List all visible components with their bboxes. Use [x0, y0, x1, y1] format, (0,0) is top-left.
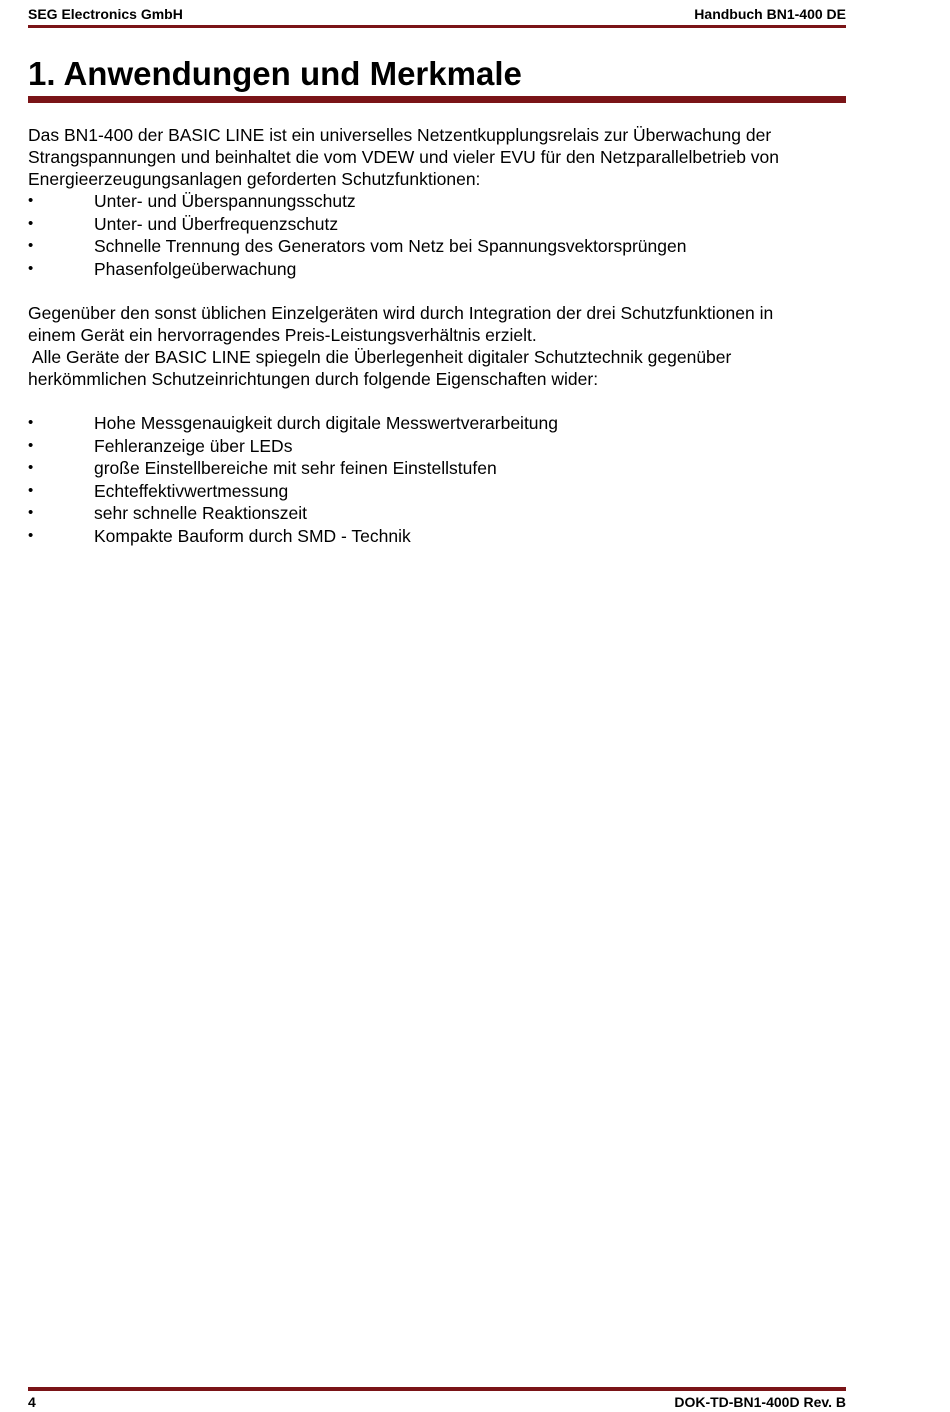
comparison-line-3: Alle Geräte der BASIC LINE spiegeln die Überlegenheit digitaler Schutztechnik gegenüber	[28, 347, 732, 367]
bullet-icon: •	[28, 481, 34, 499]
document-id: DOK-TD-BN1-400D Rev. B	[674, 1394, 846, 1410]
bullet-icon: •	[28, 214, 34, 232]
chapter-title: 1. Anwendungen und Merkmale	[28, 55, 522, 92]
bullet-icon: •	[28, 504, 34, 521]
bullet-icon: •	[28, 414, 34, 431]
page-footer	[28, 1393, 846, 1411]
features-list	[28, 412, 846, 547]
list-item: • Fehleranzeige über LEDs	[28, 435, 293, 456]
intro-line-1: Das BN1-400 der BASIC LINE ist ein universelles Netzentkupplungsrelais zur Überwachung der	[28, 125, 772, 145]
paragraph-gap	[28, 390, 846, 412]
header-rule	[28, 25, 846, 28]
comparison-line-1: Gegenüber den sonst üblichen Einzelgeräten wird durch Integration der drei Schutzfunktionen in	[28, 303, 774, 323]
bullet-icon: •	[28, 259, 34, 277]
list-item: • Echteffektivwertmessung	[28, 480, 289, 501]
header-manual-title: Handbuch BN1-400 DE	[694, 6, 846, 22]
list-item: • große Einstellbereiche mit sehr feinen Einstellstufen	[28, 458, 497, 478]
comparison-line-4: herkömmlichen Schutzeinrichtungen durch folgende Eigenschaften wider:	[28, 369, 599, 389]
list-item: • Unter- und Überfrequenzschutz	[28, 213, 339, 234]
intro-paragraph	[28, 124, 846, 190]
list-item: • Schnelle Trennung des Generators vom Netz bei Spannungsvektorsprüngen	[28, 236, 687, 256]
intro-line-2: Strangspannungen und beinhaltet die vom VDEW und vieler EVU für den Netzparallelbetrieb von	[28, 147, 780, 167]
bullet-icon: •	[28, 192, 34, 209]
comparison-paragraph	[28, 302, 846, 390]
list-item: • Unter- und Überspannungsschutz	[28, 191, 356, 211]
comparison-line-2: einem Gerät ein hervorragendes Preis-Leistungsverhältnis erzielt.	[28, 325, 537, 345]
page-header	[28, 5, 846, 23]
page-number: 4	[28, 1394, 36, 1410]
bullet-icon: •	[28, 526, 34, 544]
protection-functions-list	[28, 190, 846, 280]
bullet-icon: •	[28, 459, 34, 476]
list-item: • sehr schnelle Reaktionszeit	[28, 503, 308, 523]
intro-line-3: Energieerzeugungsanlagen geforderten Schutzfunktionen:	[28, 169, 481, 189]
page-content	[28, 124, 846, 547]
bullet-icon: •	[28, 436, 34, 454]
list-item: • Hohe Messgenauigkeit durch digitale Messwertverarbeitung	[28, 413, 558, 433]
list-item: • Phasenfolgeüberwachung	[28, 258, 297, 279]
bullet-icon: •	[28, 237, 34, 254]
footer-rule	[28, 1387, 846, 1391]
list-item: • Kompakte Bauform durch SMD - Technik	[28, 525, 411, 546]
header-company: SEG Electronics GmbH	[28, 6, 183, 22]
paragraph-gap	[28, 280, 846, 302]
title-rule	[28, 96, 846, 103]
